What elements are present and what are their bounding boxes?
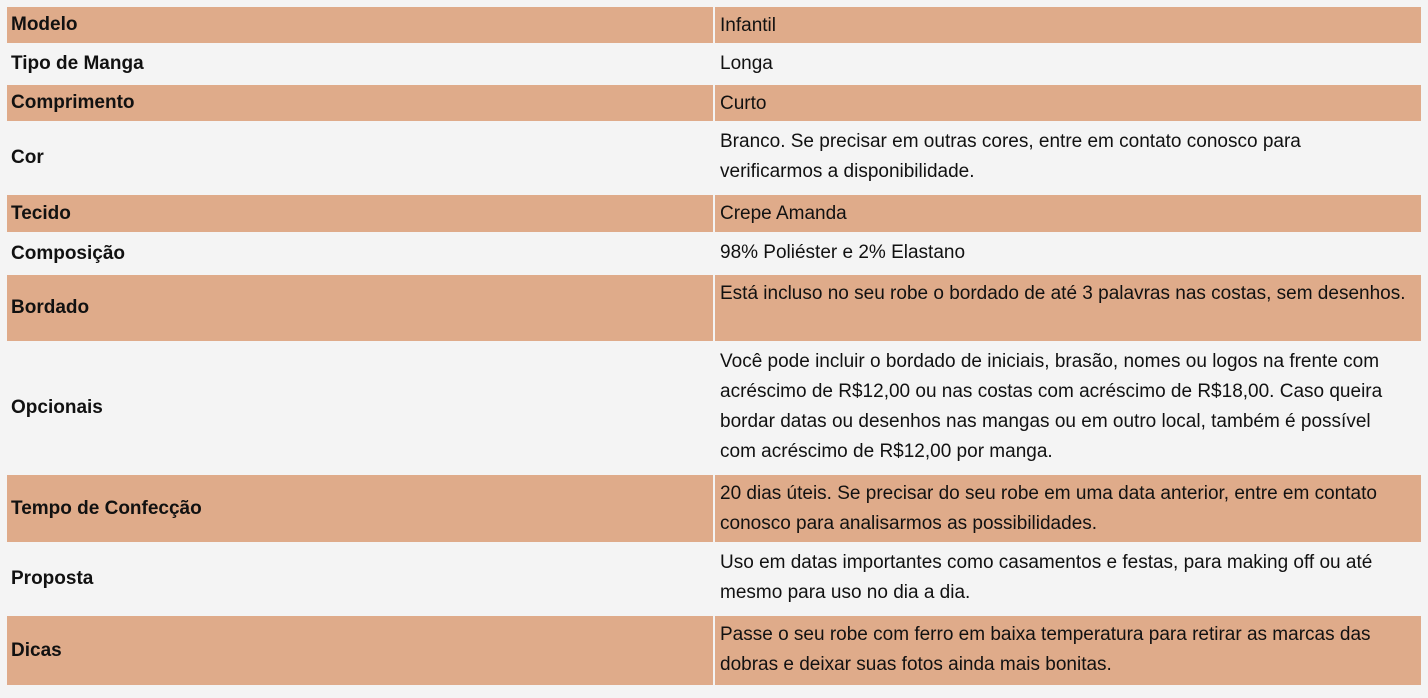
row-value: 20 dias úteis. Se precisar do seu robe em uma data anterior, entre em contato conosco para analisarmos as possibilidades. xyxy=(715,475,1421,542)
table-row xyxy=(7,123,1421,195)
table-row xyxy=(7,234,1421,275)
row-value: Branco. Se precisar em outras cores, entre em contato conosco para verificarmos a disponibilidade. xyxy=(715,123,1421,193)
table-row xyxy=(7,45,1421,85)
row-label: Comprimento xyxy=(7,85,713,121)
row-value: Uso em datas importantes como casamentos e festas, para making off ou até mesmo para uso no dia a dia. xyxy=(715,544,1421,614)
row-value: Você pode incluir o bordado de iniciais, brasão, nomes ou logos na frente com acréscimo de R$12,00 ou nas costas com acréscimo de R$18,00. Caso queira bordar datas ou desenhos nas mangas ou em outro local, também é possível com acréscimo de R$12,00 por manga. xyxy=(715,343,1421,473)
row-label: Tempo de Confecção xyxy=(7,475,713,542)
row-value: Está incluso no seu robe o bordado de até 3 palavras nas costas, sem desenhos. xyxy=(715,275,1421,341)
product-spec-table xyxy=(7,7,1421,685)
table-row xyxy=(7,544,1421,616)
row-label: Opcionais xyxy=(7,343,713,473)
row-label: Tipo de Manga xyxy=(7,45,713,83)
row-label: Tecido xyxy=(7,195,713,232)
row-label: Cor xyxy=(7,123,713,193)
row-label: Modelo xyxy=(7,7,713,43)
table-row xyxy=(7,343,1421,475)
row-label: Proposta xyxy=(7,544,713,614)
row-value: 98% Poliéster e 2% Elastano xyxy=(715,234,1421,273)
row-label: Composição xyxy=(7,234,713,273)
row-value: Longa xyxy=(715,45,1421,83)
row-value: Passe o seu robe com ferro em baixa temperatura para retirar as marcas das dobras e deixar suas fotos ainda mais bonitas. xyxy=(715,616,1421,685)
table-row xyxy=(7,475,1421,544)
row-value: Curto xyxy=(715,85,1421,121)
table-row xyxy=(7,195,1421,234)
row-label: Dicas xyxy=(7,616,713,685)
row-label: Bordado xyxy=(7,275,713,341)
table-row xyxy=(7,7,1421,45)
row-value: Crepe Amanda xyxy=(715,195,1421,232)
table-row xyxy=(7,275,1421,343)
row-value: Infantil xyxy=(715,7,1421,43)
table-row xyxy=(7,85,1421,123)
table-row xyxy=(7,616,1421,685)
